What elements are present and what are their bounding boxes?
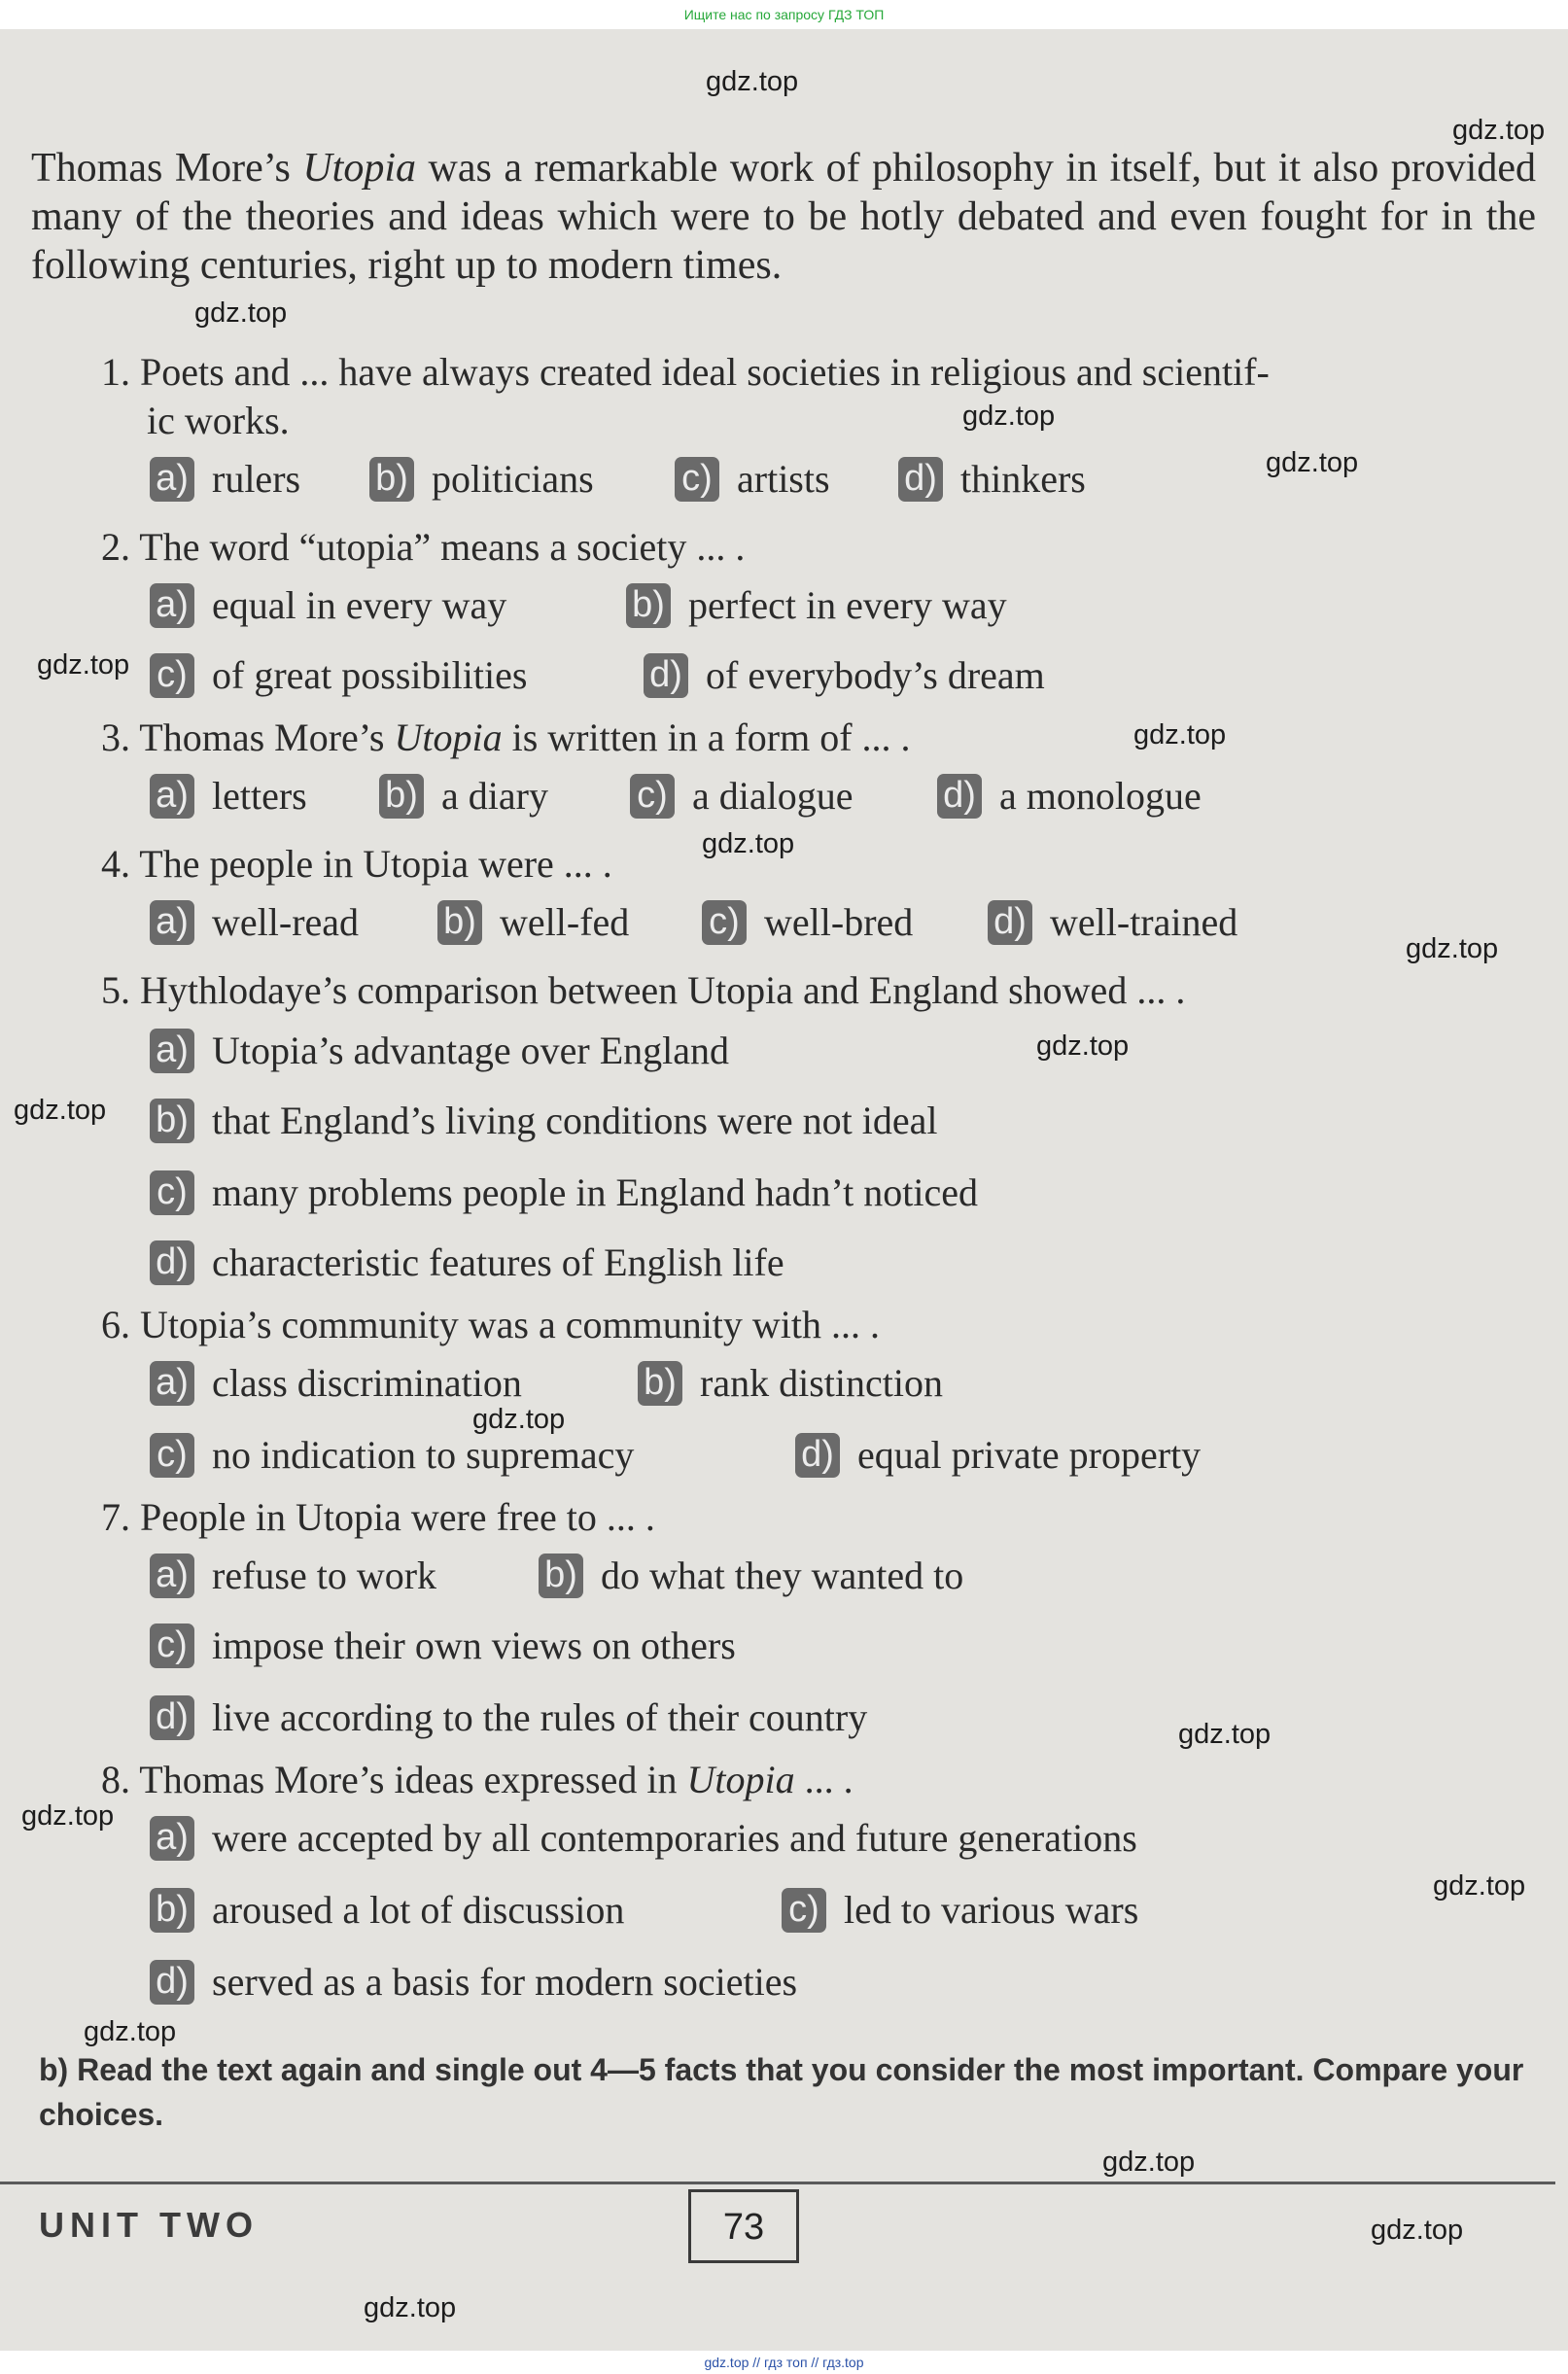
answer-option: a) well-read (150, 898, 359, 947)
option-badge: a) (150, 1029, 194, 1073)
answer-option: d) equal private property (795, 1431, 1201, 1480)
option-badge: b) (638, 1361, 682, 1406)
answer-option: c) led to various wars (782, 1886, 1138, 1935)
question-5: 5. Hythlodaye’s comparison between Utopia and England showed ... . (101, 968, 1186, 1012)
answer-option: b) aroused a lot of discussion (150, 1886, 624, 1935)
intro-paragraph: Thomas More’s Utopia was a remarkable work of philosophy in itself, but it also provided many of the theories and ideas which were to be hotly debated and even fought for in the following centuries, right up to modern times. (31, 146, 1536, 288)
option-badge: b) (379, 774, 424, 819)
page-number: 73 (688, 2189, 799, 2263)
option-badge: a) (150, 1554, 194, 1598)
answer-option: c) a dialogue (630, 772, 854, 820)
option-badge: d) (988, 900, 1032, 945)
option-badge: d) (898, 457, 943, 502)
answer-option: d) live according to the rules of their country (150, 1693, 867, 1742)
watermark: gdz.top (84, 2016, 177, 2047)
answer-option: d) well-trained (988, 898, 1237, 947)
question-8: 8. Thomas More’s ideas expressed in Utopia ... . (101, 1758, 854, 1801)
answer-option: b) that England’s living conditions were not ideal (150, 1097, 938, 1145)
watermark: gdz.top (194, 297, 288, 329)
answer-option: a) rulers (150, 455, 300, 504)
answer-option: b) well-fed (437, 898, 629, 947)
option-badge: b) (150, 1888, 194, 1933)
option-badge: a) (150, 1816, 194, 1861)
option-badge: c) (150, 1623, 194, 1668)
watermark: gdz.top (14, 1095, 107, 1126)
answer-option: d) characteristic features of English life (150, 1239, 784, 1287)
option-badge: b) (539, 1554, 583, 1598)
option-badge: a) (150, 774, 194, 819)
option-badge: d) (937, 774, 982, 819)
watermark: gdz.top (1178, 1719, 1272, 1750)
answer-option: d) a monologue (937, 772, 1202, 820)
option-badge: c) (150, 1433, 194, 1478)
bottom-banner[interactable]: gdz.top // гдз топ // гдз.top (0, 2351, 1568, 2374)
answer-option: b) politicians (369, 455, 594, 504)
answer-option: c) artists (675, 455, 830, 504)
watermark: gdz.top (702, 828, 795, 859)
option-badge: d) (644, 653, 688, 698)
option-badge: c) (782, 1888, 826, 1933)
option-badge: c) (702, 900, 747, 945)
option-badge: a) (150, 1361, 194, 1406)
question-3: 3. Thomas More’s Utopia is written in a form of ... . (101, 716, 911, 759)
answer-option: b) a diary (379, 772, 548, 820)
option-badge: d) (150, 1695, 194, 1740)
answer-option: d) thinkers (898, 455, 1086, 504)
option-badge: b) (437, 900, 482, 945)
watermark: gdz.top (21, 1800, 115, 1832)
answer-option: a) letters (150, 772, 307, 820)
answer-option: c) well-bred (702, 898, 913, 947)
watermark: gdz.top (1433, 1870, 1526, 1902)
option-badge: a) (150, 900, 194, 945)
question-7: 7. People in Utopia were free to ... . (101, 1495, 655, 1539)
watermark: gdz.top (472, 1404, 566, 1435)
answer-option: b) perfect in every way (626, 581, 1007, 630)
watermark: gdz.top (37, 649, 130, 681)
option-badge: d) (150, 1960, 194, 2005)
option-badge: b) (150, 1099, 194, 1143)
option-badge: a) (150, 457, 194, 502)
question-4: 4. The people in Utopia were ... . (101, 842, 612, 886)
watermark: gdz.top (706, 66, 799, 97)
option-badge: c) (675, 457, 719, 502)
answer-option: a) refuse to work (150, 1552, 436, 1600)
question-2: 2. The word “utopia” means a society ... . (101, 525, 746, 569)
watermark: gdz.top (962, 401, 1056, 432)
answer-option: c) many problems people in England hadn’t noticed (150, 1169, 978, 1217)
answer-option: a) were accepted by all contemporaries and future generations (150, 1814, 1137, 1863)
watermark: gdz.top (1406, 933, 1499, 964)
option-badge: a) (150, 583, 194, 628)
answer-option: b) do what they wanted to (539, 1552, 963, 1600)
answer-option: a) class discrimination (150, 1359, 522, 1408)
task-b-instruction: b) Read the text again and single out 4—5 facts that you consider the most important. Compare your choices. (39, 2052, 1524, 2132)
answer-option: b) rank distinction (638, 1359, 943, 1408)
watermark: gdz.top (1371, 2215, 1464, 2246)
option-badge: c) (150, 1170, 194, 1215)
option-badge: b) (369, 457, 414, 502)
watermark: gdz.top (1133, 719, 1227, 751)
unit-label: UNIT TWO (39, 2205, 259, 2245)
option-badge: d) (795, 1433, 840, 1478)
answer-option: c) impose their own views on others (150, 1622, 736, 1670)
footer-divider (0, 2182, 1555, 2184)
option-badge: c) (150, 653, 194, 698)
answer-option: c) of great possibilities (150, 651, 527, 700)
watermark: gdz.top (1102, 2147, 1196, 2178)
watermark: gdz.top (1036, 1030, 1130, 1062)
top-banner[interactable]: Ищите нас по запросу ГДЗ ТОП (0, 0, 1568, 29)
option-badge: d) (150, 1240, 194, 1285)
option-badge: c) (630, 774, 675, 819)
watermark: gdz.top (1452, 115, 1546, 146)
answer-option: d) served as a basis for modern societies (150, 1958, 797, 2007)
answer-option: c) no indication to supremacy (150, 1431, 634, 1480)
question-6: 6. Utopia’s community was a community with ... . (101, 1303, 881, 1346)
question-1: 1. Poets and ... have always created ideal societies in religious and scientif- ic works. (101, 350, 1270, 442)
answer-option: a) Utopia’s advantage over England (150, 1027, 729, 1075)
watermark: gdz.top (364, 2292, 457, 2323)
watermark: gdz.top (1266, 447, 1359, 478)
answer-option: d) of everybody’s dream (644, 651, 1045, 700)
answer-option: a) equal in every way (150, 581, 506, 630)
option-badge: b) (626, 583, 671, 628)
